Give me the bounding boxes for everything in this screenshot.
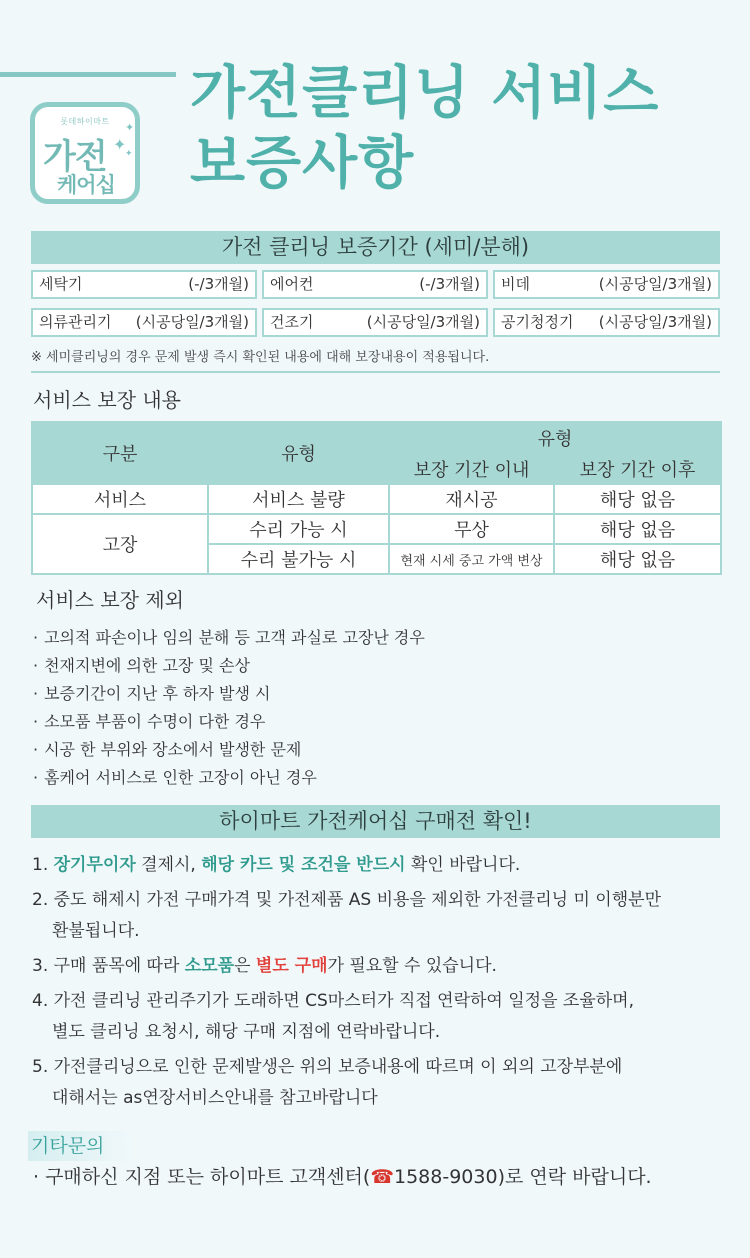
note-5-line-2: 대해서는 as연장서비스안내를 참고바랍니다	[52, 1088, 378, 1108]
list-item: · 홈케어 서비스로 인한 고장이 아닌 경우	[33, 764, 425, 792]
cell-after: 해당 없음	[554, 514, 721, 544]
col-header-type: 유형	[208, 422, 389, 484]
col-header-category: 구분	[32, 422, 208, 484]
sparkle-icon: ✦	[113, 135, 127, 154]
period-name: 세탁기	[39, 275, 83, 293]
period-name: 건조기	[270, 313, 314, 331]
logo-sub-text: 케어십	[57, 173, 115, 197]
warranty-heading: 서비스 보장 내용	[33, 388, 181, 412]
cell-type: 서비스 불량	[208, 484, 389, 514]
note-4-line-1: 4. 가전 클리닝 관리주기가 도래하면 CS마스터가 직접 연락하여 일정을 조율하며,	[32, 991, 634, 1011]
note-5-line-1: 5. 가전클리닝으로 인한 문제발생은 위의 보증내용에 따르며 이 외의 고장부분에	[32, 1057, 623, 1077]
period-section-title: 가전 클리닝 보증기간 (세미/분해)	[31, 231, 720, 264]
sparkle-icon: ✦	[125, 149, 133, 159]
cell-within: 무상	[389, 514, 554, 544]
note-item-3	[32, 951, 732, 982]
period-cell	[31, 270, 257, 299]
purchase-notes-list	[32, 850, 732, 1118]
sparkle-icon: ✦	[125, 121, 135, 134]
period-name: 의류관리기	[39, 313, 112, 331]
title-line-1: 가전클리닝 서비스	[190, 60, 660, 126]
phone-icon: ☎	[370, 1166, 394, 1188]
title-line-2: 보증사항	[190, 130, 415, 196]
period-cell	[493, 308, 720, 337]
cell-within: 현재 시세 중고 가액 변상	[389, 544, 554, 574]
etc-line-suffix: )로 연락 바랍니다.	[497, 1166, 652, 1188]
purchase-section-title: 하이마트 가전케어십 구매전 확인!	[31, 805, 720, 838]
note-1-highlight-1: 장기무이자	[53, 855, 136, 875]
cell-type: 수리 가능 시	[208, 514, 389, 544]
phone-number: 1588-9030	[394, 1166, 498, 1188]
note-1-highlight-2: 해당 카드 및 조건을 반드시	[201, 855, 406, 875]
warranty-table	[31, 421, 722, 575]
note-item-2	[32, 885, 732, 947]
etc-inquiry-line	[33, 1162, 652, 1189]
note-3-highlight-2: 별도 구매	[255, 956, 328, 976]
col-header-after: 보장 기간 이후	[554, 453, 721, 484]
exclusions-heading: 서비스 보장 제외	[36, 588, 184, 612]
cell-after: 해당 없음	[554, 544, 721, 574]
list-item: · 보증기간이 지난 후 하자 발생 시	[33, 680, 425, 708]
note-1-number: 1.	[32, 855, 54, 875]
etc-inquiry-title: 기타문의	[28, 1131, 134, 1161]
cell-category: 서비스	[32, 484, 208, 514]
period-value: (-/3개월)	[419, 275, 480, 293]
col-header-group: 유형	[389, 422, 721, 453]
cell-category: 고장	[32, 514, 208, 574]
period-value: (시공당일/3개월)	[598, 313, 712, 331]
period-name: 공기청정기	[501, 313, 574, 331]
period-cell	[262, 308, 488, 337]
logo-brand-text: 롯데하이마트	[60, 117, 110, 126]
care-ship-logo	[30, 102, 140, 204]
note-3-highlight-1: 소모품	[184, 956, 235, 976]
period-cell	[31, 308, 257, 337]
col-header-within: 보장 기간 이내	[389, 453, 554, 484]
top-accent-line	[0, 72, 176, 77]
note-3-end: 가 필요할 수 있습니다.	[327, 956, 497, 976]
note-item-4	[32, 986, 732, 1048]
note-item-1	[32, 850, 732, 881]
cell-within: 재시공	[389, 484, 554, 514]
etc-line-prefix: · 구매하신 지점 또는 하이마트 고객센터(	[33, 1166, 371, 1188]
period-value: (-/3개월)	[188, 275, 249, 293]
semi-cleaning-note: ※ 세미클리닝의 경우 문제 발생 즉시 확인된 내용에 대해 보장내용이 적용됩니다.	[31, 350, 490, 365]
note-item-5	[32, 1052, 732, 1114]
table-row	[32, 484, 721, 514]
period-value: (시공당일/3개월)	[135, 313, 249, 331]
table-row	[32, 514, 721, 544]
note-3-mid: 은	[234, 956, 256, 976]
period-cell	[262, 270, 488, 299]
period-value: (시공당일/3개월)	[598, 275, 712, 293]
exclusions-list	[33, 624, 425, 792]
section-divider	[31, 371, 720, 373]
period-cell	[493, 270, 720, 299]
period-value: (시공당일/3개월)	[366, 313, 480, 331]
note-2-line-1: 2. 중도 해제시 가전 구매가격 및 가전제품 AS 비용을 제외한 가전클리닝 미 이행분만	[32, 890, 661, 910]
cell-type: 수리 불가능 시	[208, 544, 389, 574]
logo-main-text: 가전	[43, 137, 107, 177]
note-4-line-2: 별도 클리닝 요청시, 해당 구매 지점에 연락바랍니다.	[52, 1022, 441, 1042]
period-name: 비데	[501, 275, 530, 293]
page-title	[190, 58, 659, 198]
note-1-end: 확인 바랍니다.	[405, 855, 521, 875]
cell-after: 해당 없음	[554, 484, 721, 514]
note-3-start: 3. 구매 품목에 따라	[32, 956, 185, 976]
list-item: · 소모품 부품이 수명이 다한 경우	[33, 708, 425, 736]
note-1-mid: 결제시,	[135, 855, 202, 875]
note-2-line-2: 환불됩니다.	[52, 921, 140, 941]
list-item: · 시공 한 부위와 장소에서 발생한 문제	[33, 736, 425, 764]
period-name: 에어컨	[270, 275, 314, 293]
list-item: · 천재지변에 의한 고장 및 손상	[33, 652, 425, 680]
list-item: · 고의적 파손이나 임의 분해 등 고객 과실로 고장난 경우	[33, 624, 425, 652]
